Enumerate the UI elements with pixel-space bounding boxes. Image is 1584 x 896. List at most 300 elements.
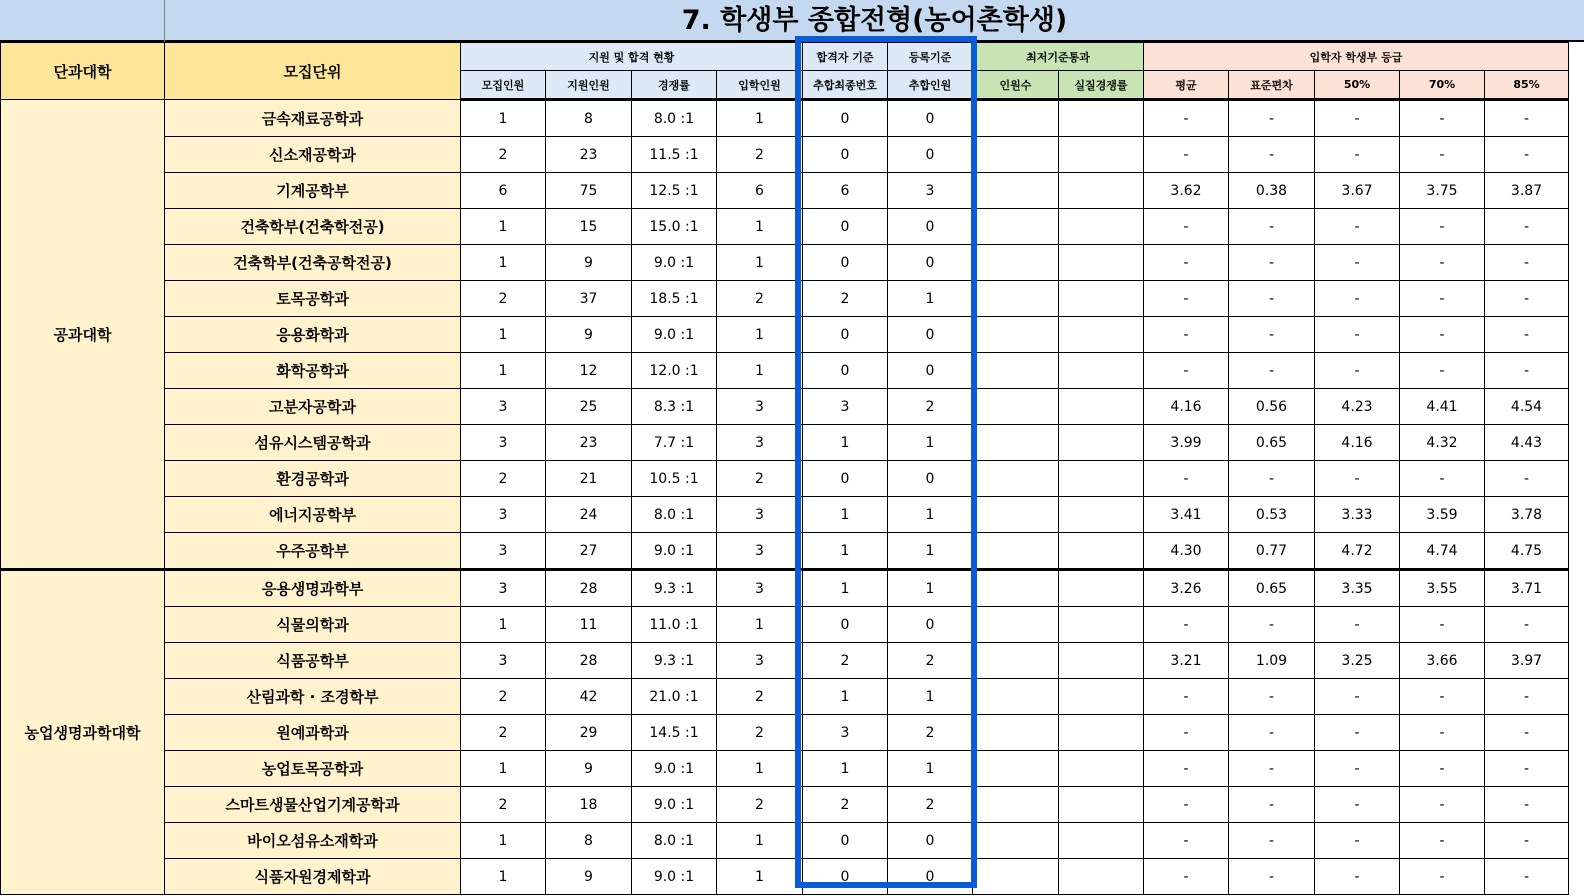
cell-min-count[interactable]	[973, 389, 1059, 425]
cell-p70[interactable]: -	[1400, 461, 1485, 497]
cell-avg[interactable]: -	[1144, 137, 1229, 173]
cell-admitted[interactable]: 2	[717, 787, 803, 823]
cell-applicants[interactable]: 28	[546, 570, 632, 607]
cell-min-count[interactable]	[973, 461, 1059, 497]
cell-last[interactable]: 0	[803, 859, 888, 895]
cell-avg[interactable]: -	[1144, 317, 1229, 353]
cell-min-count[interactable]	[973, 317, 1059, 353]
cell-p50[interactable]: 3.35	[1315, 570, 1400, 607]
cell-std[interactable]: 0.56	[1229, 389, 1315, 425]
cell-std[interactable]: 0.53	[1229, 497, 1315, 533]
cell-admitted[interactable]: 1	[717, 751, 803, 787]
cell-extra[interactable]: 1	[888, 425, 973, 461]
cell-min-count[interactable]	[973, 533, 1059, 570]
cell-recruit[interactable]: 2	[461, 715, 546, 751]
cell-min-count[interactable]	[973, 643, 1059, 679]
cell-p70[interactable]: -	[1400, 715, 1485, 751]
cell-ratio[interactable]: 9.0 :1	[632, 859, 717, 895]
cell-p85[interactable]: 3.71	[1485, 570, 1569, 607]
cell-applicants[interactable]: 27	[546, 533, 632, 570]
cell-applicants[interactable]: 24	[546, 497, 632, 533]
cell-min-count[interactable]	[973, 823, 1059, 859]
cell-recruit[interactable]: 3	[461, 533, 546, 570]
cell-admitted[interactable]: 1	[717, 100, 803, 137]
cell-p85[interactable]: 4.54	[1485, 389, 1569, 425]
cell-extra[interactable]: 0	[888, 209, 973, 245]
cell-recruit[interactable]: 3	[461, 389, 546, 425]
cell-real-ratio[interactable]	[1059, 425, 1144, 461]
cell-recruit[interactable]: 1	[461, 317, 546, 353]
cell-extra[interactable]: 1	[888, 679, 973, 715]
cell-applicants[interactable]: 75	[546, 173, 632, 209]
cell-min-count[interactable]	[973, 100, 1059, 137]
cell-ratio[interactable]: 7.7 :1	[632, 425, 717, 461]
cell-ratio[interactable]: 9.0 :1	[632, 787, 717, 823]
cell-p85[interactable]: 3.97	[1485, 643, 1569, 679]
cell-min-count[interactable]	[973, 209, 1059, 245]
dept-cell[interactable]: 에너지공학부	[165, 497, 461, 533]
cell-admitted[interactable]: 1	[717, 607, 803, 643]
cell-extra[interactable]: 1	[888, 751, 973, 787]
cell-recruit[interactable]: 1	[461, 353, 546, 389]
cell-real-ratio[interactable]	[1059, 245, 1144, 281]
cell-std[interactable]: -	[1229, 137, 1315, 173]
dept-cell[interactable]: 응용생명과학부	[165, 570, 461, 607]
cell-std[interactable]: -	[1229, 461, 1315, 497]
cell-real-ratio[interactable]	[1059, 497, 1144, 533]
cell-real-ratio[interactable]	[1059, 787, 1144, 823]
cell-last[interactable]: 6	[803, 173, 888, 209]
cell-p70[interactable]: -	[1400, 137, 1485, 173]
cell-admitted[interactable]: 1	[717, 353, 803, 389]
cell-std[interactable]: -	[1229, 317, 1315, 353]
cell-avg[interactable]: -	[1144, 859, 1229, 895]
cell-applicants[interactable]: 11	[546, 607, 632, 643]
cell-applicants[interactable]: 37	[546, 281, 632, 317]
cell-p50[interactable]: 3.25	[1315, 643, 1400, 679]
cell-std[interactable]: -	[1229, 100, 1315, 137]
cell-p85[interactable]: -	[1485, 751, 1569, 787]
cell-min-count[interactable]	[973, 679, 1059, 715]
cell-admitted[interactable]: 3	[717, 570, 803, 607]
cell-p70[interactable]: 3.66	[1400, 643, 1485, 679]
cell-last[interactable]: 0	[803, 245, 888, 281]
cell-std[interactable]: 0.38	[1229, 173, 1315, 209]
cell-std[interactable]: -	[1229, 281, 1315, 317]
dept-cell[interactable]: 건축학부(건축학전공)	[165, 209, 461, 245]
cell-real-ratio[interactable]	[1059, 607, 1144, 643]
cell-real-ratio[interactable]	[1059, 209, 1144, 245]
cell-p50[interactable]: 3.33	[1315, 497, 1400, 533]
cell-extra[interactable]: 0	[888, 317, 973, 353]
cell-extra[interactable]: 0	[888, 100, 973, 137]
dept-cell[interactable]: 섬유시스템공학과	[165, 425, 461, 461]
cell-avg[interactable]: -	[1144, 607, 1229, 643]
cell-avg[interactable]: 3.62	[1144, 173, 1229, 209]
cell-recruit[interactable]: 2	[461, 461, 546, 497]
cell-ratio[interactable]: 9.3 :1	[632, 570, 717, 607]
cell-recruit[interactable]: 1	[461, 245, 546, 281]
cell-avg[interactable]: -	[1144, 715, 1229, 751]
cell-p50[interactable]: -	[1315, 715, 1400, 751]
cell-recruit[interactable]: 3	[461, 425, 546, 461]
cell-last[interactable]: 0	[803, 100, 888, 137]
cell-admitted[interactable]: 1	[717, 859, 803, 895]
cell-p85[interactable]: -	[1485, 137, 1569, 173]
cell-admitted[interactable]: 2	[717, 137, 803, 173]
cell-std[interactable]: -	[1229, 245, 1315, 281]
cell-recruit[interactable]: 1	[461, 607, 546, 643]
cell-p50[interactable]: -	[1315, 859, 1400, 895]
cell-avg[interactable]: 3.26	[1144, 570, 1229, 607]
cell-extra[interactable]: 1	[888, 533, 973, 570]
cell-p50[interactable]: -	[1315, 461, 1400, 497]
cell-std[interactable]: 0.65	[1229, 425, 1315, 461]
cell-last[interactable]: 1	[803, 497, 888, 533]
cell-admitted[interactable]: 1	[717, 209, 803, 245]
cell-p70[interactable]: 3.75	[1400, 173, 1485, 209]
cell-last[interactable]: 3	[803, 389, 888, 425]
dept-cell[interactable]: 화학공학과	[165, 353, 461, 389]
cell-p85[interactable]: 3.87	[1485, 173, 1569, 209]
cell-avg[interactable]: -	[1144, 353, 1229, 389]
cell-std[interactable]: 0.65	[1229, 570, 1315, 607]
cell-last[interactable]: 1	[803, 425, 888, 461]
cell-p70[interactable]: -	[1400, 317, 1485, 353]
cell-extra[interactable]: 1	[888, 281, 973, 317]
cell-extra[interactable]: 1	[888, 570, 973, 607]
cell-std[interactable]: 0.77	[1229, 533, 1315, 570]
cell-ratio[interactable]: 11.5 :1	[632, 137, 717, 173]
cell-ratio[interactable]: 8.3 :1	[632, 389, 717, 425]
cell-real-ratio[interactable]	[1059, 173, 1144, 209]
cell-p85[interactable]: -	[1485, 317, 1569, 353]
dept-cell[interactable]: 산림과학 · 조경학부	[165, 679, 461, 715]
cell-min-count[interactable]	[973, 497, 1059, 533]
cell-applicants[interactable]: 28	[546, 643, 632, 679]
cell-std[interactable]: -	[1229, 751, 1315, 787]
cell-ratio[interactable]: 8.0 :1	[632, 823, 717, 859]
cell-admitted[interactable]: 3	[717, 497, 803, 533]
cell-real-ratio[interactable]	[1059, 100, 1144, 137]
cell-admitted[interactable]: 3	[717, 389, 803, 425]
cell-recruit[interactable]: 1	[461, 859, 546, 895]
cell-extra[interactable]: 0	[888, 461, 973, 497]
cell-ratio[interactable]: 10.5 :1	[632, 461, 717, 497]
cell-ratio[interactable]: 11.0 :1	[632, 607, 717, 643]
cell-p70[interactable]: 3.55	[1400, 570, 1485, 607]
cell-last[interactable]: 2	[803, 787, 888, 823]
cell-ratio[interactable]: 9.0 :1	[632, 533, 717, 570]
cell-recruit[interactable]: 3	[461, 570, 546, 607]
cell-last[interactable]: 0	[803, 137, 888, 173]
cell-ratio[interactable]: 9.0 :1	[632, 317, 717, 353]
cell-extra[interactable]: 0	[888, 859, 973, 895]
cell-p50[interactable]: 4.16	[1315, 425, 1400, 461]
cell-std[interactable]: -	[1229, 859, 1315, 895]
cell-last[interactable]: 1	[803, 570, 888, 607]
cell-p50[interactable]: 4.23	[1315, 389, 1400, 425]
cell-admitted[interactable]: 2	[717, 715, 803, 751]
dept-cell[interactable]: 식품자원경제학과	[165, 859, 461, 895]
cell-avg[interactable]: 3.41	[1144, 497, 1229, 533]
cell-p50[interactable]: -	[1315, 281, 1400, 317]
cell-min-count[interactable]	[973, 425, 1059, 461]
cell-p50[interactable]: -	[1315, 823, 1400, 859]
cell-min-count[interactable]	[973, 570, 1059, 607]
cell-real-ratio[interactable]	[1059, 461, 1144, 497]
cell-last[interactable]: 3	[803, 715, 888, 751]
cell-avg[interactable]: -	[1144, 461, 1229, 497]
cell-p70[interactable]: -	[1400, 787, 1485, 823]
cell-last[interactable]: 1	[803, 751, 888, 787]
cell-std[interactable]: -	[1229, 715, 1315, 751]
cell-admitted[interactable]: 1	[717, 317, 803, 353]
cell-recruit[interactable]: 2	[461, 679, 546, 715]
cell-admitted[interactable]: 2	[717, 679, 803, 715]
college-cell[interactable]: 농업생명과학대학	[1, 570, 165, 895]
cell-applicants[interactable]: 42	[546, 679, 632, 715]
dept-cell[interactable]: 고분자공학과	[165, 389, 461, 425]
college-cell[interactable]: 공과대학	[1, 100, 165, 570]
cell-p70[interactable]: -	[1400, 679, 1485, 715]
dept-cell[interactable]: 식품공학부	[165, 643, 461, 679]
cell-p85[interactable]: 3.78	[1485, 497, 1569, 533]
cell-avg[interactable]: -	[1144, 751, 1229, 787]
cell-avg[interactable]: -	[1144, 281, 1229, 317]
cell-p50[interactable]: 4.72	[1315, 533, 1400, 570]
cell-extra[interactable]: 2	[888, 787, 973, 823]
cell-p50[interactable]: -	[1315, 245, 1400, 281]
cell-extra[interactable]: 3	[888, 173, 973, 209]
cell-extra[interactable]: 0	[888, 137, 973, 173]
cell-p85[interactable]: -	[1485, 281, 1569, 317]
cell-p85[interactable]: -	[1485, 715, 1569, 751]
dept-cell[interactable]: 응용화학과	[165, 317, 461, 353]
cell-p50[interactable]: -	[1315, 100, 1400, 137]
cell-admitted[interactable]: 1	[717, 245, 803, 281]
cell-std[interactable]: -	[1229, 209, 1315, 245]
cell-p85[interactable]: 4.43	[1485, 425, 1569, 461]
cell-ratio[interactable]: 8.0 :1	[632, 100, 717, 137]
cell-p50[interactable]: -	[1315, 137, 1400, 173]
cell-ratio[interactable]: 9.0 :1	[632, 751, 717, 787]
cell-real-ratio[interactable]	[1059, 823, 1144, 859]
cell-applicants[interactable]: 25	[546, 389, 632, 425]
cell-extra[interactable]: 1	[888, 497, 973, 533]
cell-p70[interactable]: -	[1400, 823, 1485, 859]
cell-avg[interactable]: 3.99	[1144, 425, 1229, 461]
cell-admitted[interactable]: 6	[717, 173, 803, 209]
cell-p50[interactable]: -	[1315, 607, 1400, 643]
cell-p70[interactable]: -	[1400, 209, 1485, 245]
cell-last[interactable]: 0	[803, 607, 888, 643]
cell-last[interactable]: 0	[803, 353, 888, 389]
cell-avg[interactable]: -	[1144, 679, 1229, 715]
cell-p85[interactable]: -	[1485, 787, 1569, 823]
dept-cell[interactable]: 기계공학부	[165, 173, 461, 209]
cell-applicants[interactable]: 9	[546, 245, 632, 281]
cell-std[interactable]: -	[1229, 787, 1315, 823]
cell-last[interactable]: 0	[803, 461, 888, 497]
cell-p85[interactable]: -	[1485, 245, 1569, 281]
cell-p70[interactable]: -	[1400, 353, 1485, 389]
cell-real-ratio[interactable]	[1059, 715, 1144, 751]
cell-last[interactable]: 0	[803, 823, 888, 859]
cell-p85[interactable]: -	[1485, 823, 1569, 859]
cell-real-ratio[interactable]	[1059, 643, 1144, 679]
cell-extra[interactable]: 2	[888, 715, 973, 751]
dept-cell[interactable]: 스마트생물산업기계공학과	[165, 787, 461, 823]
cell-p70[interactable]: -	[1400, 751, 1485, 787]
cell-p50[interactable]: -	[1315, 209, 1400, 245]
cell-extra[interactable]: 0	[888, 353, 973, 389]
cell-p85[interactable]: -	[1485, 209, 1569, 245]
cell-admitted[interactable]: 3	[717, 643, 803, 679]
dept-cell[interactable]: 식물의학과	[165, 607, 461, 643]
cell-std[interactable]: 1.09	[1229, 643, 1315, 679]
cell-recruit[interactable]: 3	[461, 643, 546, 679]
cell-p50[interactable]: -	[1315, 751, 1400, 787]
cell-applicants[interactable]: 23	[546, 425, 632, 461]
cell-applicants[interactable]: 15	[546, 209, 632, 245]
cell-p50[interactable]: -	[1315, 317, 1400, 353]
cell-real-ratio[interactable]	[1059, 570, 1144, 607]
cell-std[interactable]: -	[1229, 353, 1315, 389]
dept-cell[interactable]: 농업토목공학과	[165, 751, 461, 787]
cell-min-count[interactable]	[973, 715, 1059, 751]
cell-extra[interactable]: 2	[888, 643, 973, 679]
cell-real-ratio[interactable]	[1059, 353, 1144, 389]
cell-p70[interactable]: -	[1400, 245, 1485, 281]
cell-p85[interactable]: -	[1485, 461, 1569, 497]
cell-ratio[interactable]: 12.5 :1	[632, 173, 717, 209]
cell-p50[interactable]: -	[1315, 787, 1400, 823]
cell-min-count[interactable]	[973, 751, 1059, 787]
cell-p70[interactable]: 4.74	[1400, 533, 1485, 570]
cell-p70[interactable]: -	[1400, 607, 1485, 643]
cell-std[interactable]: -	[1229, 823, 1315, 859]
cell-last[interactable]: 2	[803, 643, 888, 679]
cell-p85[interactable]: -	[1485, 353, 1569, 389]
cell-avg[interactable]: -	[1144, 245, 1229, 281]
cell-avg[interactable]: 4.16	[1144, 389, 1229, 425]
cell-last[interactable]: 2	[803, 281, 888, 317]
cell-p70[interactable]: -	[1400, 100, 1485, 137]
cell-recruit[interactable]: 2	[461, 137, 546, 173]
cell-min-count[interactable]	[973, 607, 1059, 643]
cell-min-count[interactable]	[973, 787, 1059, 823]
cell-p70[interactable]: 4.32	[1400, 425, 1485, 461]
cell-ratio[interactable]: 12.0 :1	[632, 353, 717, 389]
cell-applicants[interactable]: 12	[546, 353, 632, 389]
cell-real-ratio[interactable]	[1059, 533, 1144, 570]
cell-applicants[interactable]: 9	[546, 859, 632, 895]
cell-admitted[interactable]: 1	[717, 823, 803, 859]
cell-applicants[interactable]: 8	[546, 823, 632, 859]
cell-p50[interactable]: -	[1315, 353, 1400, 389]
cell-p85[interactable]: 4.75	[1485, 533, 1569, 570]
cell-extra[interactable]: 2	[888, 389, 973, 425]
cell-admitted[interactable]: 3	[717, 425, 803, 461]
cell-applicants[interactable]: 29	[546, 715, 632, 751]
cell-p70[interactable]: -	[1400, 859, 1485, 895]
cell-applicants[interactable]: 9	[546, 751, 632, 787]
cell-p85[interactable]: -	[1485, 859, 1569, 895]
dept-cell[interactable]: 우주공학부	[165, 533, 461, 570]
dept-cell[interactable]: 금속재료공학과	[165, 100, 461, 137]
cell-recruit[interactable]: 1	[461, 209, 546, 245]
cell-p85[interactable]: -	[1485, 607, 1569, 643]
cell-ratio[interactable]: 14.5 :1	[632, 715, 717, 751]
cell-ratio[interactable]: 21.0 :1	[632, 679, 717, 715]
cell-real-ratio[interactable]	[1059, 679, 1144, 715]
cell-ratio[interactable]: 15.0 :1	[632, 209, 717, 245]
cell-admitted[interactable]: 2	[717, 461, 803, 497]
cell-last[interactable]: 0	[803, 209, 888, 245]
cell-real-ratio[interactable]	[1059, 317, 1144, 353]
dept-cell[interactable]: 신소재공학과	[165, 137, 461, 173]
cell-recruit[interactable]: 1	[461, 100, 546, 137]
cell-std[interactable]: -	[1229, 607, 1315, 643]
cell-min-count[interactable]	[973, 245, 1059, 281]
cell-p85[interactable]: -	[1485, 100, 1569, 137]
dept-cell[interactable]: 토목공학과	[165, 281, 461, 317]
cell-ratio[interactable]: 8.0 :1	[632, 497, 717, 533]
dept-cell[interactable]: 바이오섬유소재학과	[165, 823, 461, 859]
cell-p50[interactable]: 3.67	[1315, 173, 1400, 209]
cell-extra[interactable]: 0	[888, 607, 973, 643]
cell-p85[interactable]: -	[1485, 679, 1569, 715]
cell-admitted[interactable]: 3	[717, 533, 803, 570]
cell-p50[interactable]: -	[1315, 679, 1400, 715]
cell-ratio[interactable]: 9.0 :1	[632, 245, 717, 281]
cell-avg[interactable]: 3.21	[1144, 643, 1229, 679]
cell-recruit[interactable]: 1	[461, 823, 546, 859]
cell-recruit[interactable]: 2	[461, 281, 546, 317]
cell-admitted[interactable]: 2	[717, 281, 803, 317]
cell-min-count[interactable]	[973, 281, 1059, 317]
cell-p70[interactable]: 3.59	[1400, 497, 1485, 533]
cell-ratio[interactable]: 18.5 :1	[632, 281, 717, 317]
cell-real-ratio[interactable]	[1059, 137, 1144, 173]
cell-applicants[interactable]: 23	[546, 137, 632, 173]
cell-applicants[interactable]: 18	[546, 787, 632, 823]
cell-avg[interactable]: -	[1144, 787, 1229, 823]
cell-recruit[interactable]: 2	[461, 787, 546, 823]
cell-applicants[interactable]: 9	[546, 317, 632, 353]
cell-min-count[interactable]	[973, 173, 1059, 209]
cell-recruit[interactable]: 6	[461, 173, 546, 209]
cell-p70[interactable]: -	[1400, 281, 1485, 317]
cell-recruit[interactable]: 1	[461, 751, 546, 787]
cell-extra[interactable]: 0	[888, 823, 973, 859]
cell-applicants[interactable]: 8	[546, 100, 632, 137]
cell-real-ratio[interactable]	[1059, 751, 1144, 787]
cell-avg[interactable]: -	[1144, 209, 1229, 245]
dept-cell[interactable]: 원예과학과	[165, 715, 461, 751]
cell-last[interactable]: 0	[803, 317, 888, 353]
cell-real-ratio[interactable]	[1059, 389, 1144, 425]
cell-last[interactable]: 1	[803, 679, 888, 715]
cell-std[interactable]: -	[1229, 679, 1315, 715]
dept-cell[interactable]: 건축학부(건축공학전공)	[165, 245, 461, 281]
cell-real-ratio[interactable]	[1059, 281, 1144, 317]
cell-avg[interactable]: -	[1144, 823, 1229, 859]
cell-min-count[interactable]	[973, 859, 1059, 895]
dept-cell[interactable]: 환경공학과	[165, 461, 461, 497]
cell-last[interactable]: 1	[803, 533, 888, 570]
